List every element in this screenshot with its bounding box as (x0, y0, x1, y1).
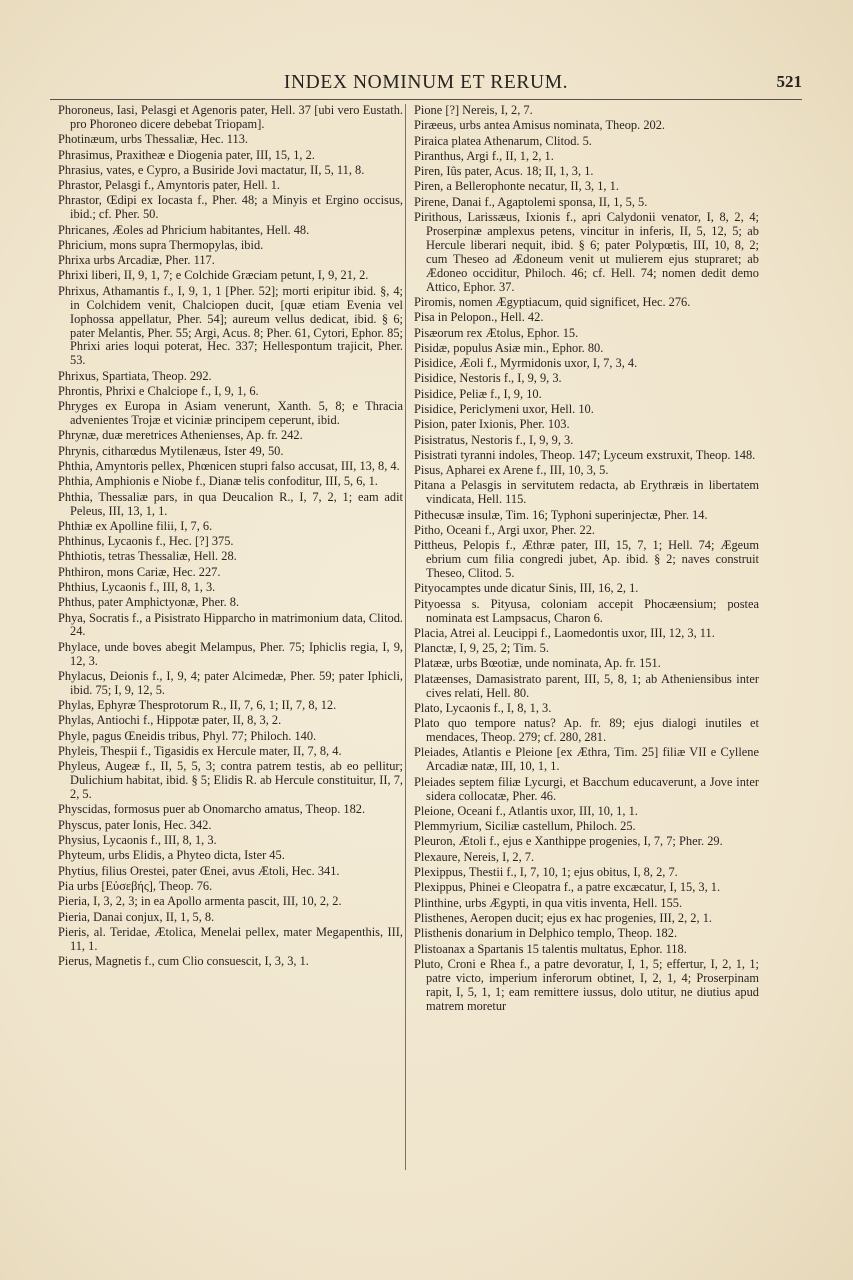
index-entry: Phthinus, Lycaonis f., Hec. [?] 375. (58, 534, 234, 549)
index-entry: Phrontis, Phrixi e Chalciope f., I, 9, 1, 6. (58, 383, 259, 398)
index-entry: Plexippus, Phinei e Cleopatra f., a patre excæcatur, I, 15, 3, 1. (414, 880, 721, 895)
index-entry: Pisidice, Periclymeni uxor, Hell. 10. (414, 401, 594, 416)
index-entry: Pieria, Danai conjux, II, 1, 5, 8. (58, 909, 215, 924)
index-entry: Platææ, urbs Bœotiæ, unde nominata, Ap. fr. 151. (414, 656, 661, 671)
header-rule (50, 99, 802, 100)
right-column (414, 104, 759, 1015)
index-entry: Pitho, Oceani f., Argi uxor, Pher. 22. (414, 522, 595, 537)
index-entry: Phyle, pagus Œneidis tribus, Phyl. 77; Philoch. 140. (58, 728, 317, 743)
index-entry: Phrixa urbs Arcadiæ, Pher. 117. (58, 253, 215, 268)
index-entry: Phrixi liberi, II, 9, 1, 7; e Colchide Græciam petunt, I, 9, 21, 2. (58, 268, 369, 283)
index-entry: Phricium, mons supra Thermopylas, ibid. (58, 237, 264, 252)
index-entry: Phya, Socratis f., a Pisistrato Hipparcho in matrimonium data, Clitod. 24. (58, 610, 403, 639)
index-entry: Pittheus, Pelopis f., Æthræ pater, III, 15, 7, 1; Hell. 74; Ægeum ebrium cum filia congredi jubet, Ap. ibid. § 2; naves construit Theseo, Clitod. 5. (414, 538, 759, 581)
index-entry: Phthiotis, tetras Thessaliæ, Hell. 28. (58, 549, 237, 564)
index-entry: Piranthus, Argi f., II, 1, 2, 1. (414, 148, 554, 163)
index-entry: Piren, a Bellerophonte necatur, II, 3, 1, 1. (414, 179, 619, 194)
column-divider (405, 104, 406, 1170)
running-title: INDEX NOMINUM ET RERUM. (283, 72, 569, 93)
index-entry: Plexaure, Nereis, I, 2, 7. (414, 849, 535, 864)
index-entry: Plemmyrium, Siciliæ castellum, Philoch. 25. (414, 819, 636, 834)
index-entry: Phrixus, Athamantis f., I, 9, 1, 1 [Pher. 52]; morti eripitur ibid. §, 4; in Colchidem venit, Chalciopen ducit, [quæ etiam Evenia vel Iophossa appellatur, Pher. 54]; aureum vellus dedicat, ibid. § 6; pater Melantis, Pher. 55; Argi, Acus. 8; Pher. 61, Cytori, Ephor. 85; Phrixi aries loqui poterat, Hec. 337; Hellespontum trajicit, Pher. 53. (58, 283, 403, 368)
index-entry: Pisidæ, populus Asiæ min., Ephor. 80. (414, 340, 604, 355)
index-entry: Pisus, Apharei ex Arene f., III, 10, 3, 5. (414, 463, 609, 478)
index-entry: Phthia, Amphionis e Niobe f., Dianæ telis confoditur, III, 5, 6, 1. (58, 474, 378, 489)
index-entry: Photinæum, urbs Thessaliæ, Hec. 113. (58, 132, 248, 147)
index-entry: Phthia, Amyntoris pellex, Phœnicen stupri falso accusat, III, 13, 8, 4. (58, 459, 400, 473)
index-entry: Pisidice, Nestoris f., I, 9, 9, 3. (414, 371, 562, 386)
index-entry: Phrastor, Œdipi ex Iocasta f., Pher. 48; a Minyis et Ergino occisus, ibid.; cf. Pher. 50. (58, 193, 403, 222)
index-entry: Phthiron, mons Cariæ, Hec. 227. (58, 564, 221, 579)
index-entry: Plinthine, urbs Ægypti, in qua vitis inventa, Hell. 155. (414, 895, 683, 910)
index-entry: Pityoessa s. Pityusa, coloniam accepit Phocæensium; postea nominata est Lampsacus, Charon 6. (414, 596, 759, 625)
index-entry: Phytius, filius Orestei, pater Œnei, avus Ætoli, Hec. 341. (58, 863, 340, 878)
index-entry: Phthius, Lycaonis f., III, 8, 1, 3. (58, 579, 216, 594)
index-entry: Phyleis, Thespii f., Tigasidis ex Hercule mater, II, 7, 8, 4. (58, 744, 342, 759)
index-entry: Phyteum, urbs Elidis, a Phyteo dicta, Ister 45. (58, 848, 285, 863)
index-entry: Piromis, nomen Ægyptiacum, quid significet, Hec. 276. (414, 294, 691, 309)
index-entry: Pisistratus, Nestoris f., I, 9, 9, 3. (414, 432, 574, 447)
index-entry: Phrynis, citharœdus Mytilenæus, Ister 49, 50. (58, 443, 284, 458)
index-entry: Pleuron, Ætoli f., ejus e Xanthippe progenies, I, 7, 7; Pher. 29. (414, 834, 723, 849)
index-entry: Phthiæ ex Apolline filii, I, 7, 6. (58, 518, 213, 533)
index-entry: Physcus, pater Ionis, Hec. 342. (58, 817, 212, 832)
index-entry: Placia, Atrei al. Leucippi f., Laomedontis uxor, III, 12, 3, 11. (414, 625, 715, 640)
index-entry: Phylas, Ephyræ Thesprotorum R., II, 7, 6, 1; II, 7, 8, 12. (58, 698, 337, 713)
index-entry: Piren, Iûs pater, Acus. 18; II, 1, 3, 1. (414, 164, 594, 179)
index-entry: Phthia, Thessaliæ pars, in qua Deucalion R., I, 7, 2, 1; eam adit Peleus, III, 13, 1, 1. (58, 489, 403, 518)
index-entry: Pleione, Oceani f., Atlantis uxor, III, 10, 1, 1. (414, 803, 638, 818)
index-entry: Phrasius, vates, e Cypro, a Busiride Jovi mactatur, II, 5, 11, 8. (58, 162, 365, 177)
index-entry: Pleiades, Atlantis e Pleione [ex Æthra, Tim. 25] filiæ VII e Cyllene Arcadiæ natæ, III, 10, 1, 1. (414, 745, 759, 774)
index-entry: Pisidice, Æoli f., Myrmidonis uxor, I, 7, 3, 4. (414, 356, 638, 371)
index-entry: Pierus, Magnetis f., cum Clio consuescit, I, 3, 3, 1. (58, 954, 309, 969)
index-entry: Pisidice, Peliæ f., I, 9, 10. (414, 386, 542, 401)
index-entry: Pisistrati tyranni indoles, Theop. 147; Lyceum exstruxit, Theop. 148. (414, 447, 756, 462)
index-entry: Pisa in Pelopon., Hell. 42. (414, 310, 544, 325)
index-entry: Pision, pater Ixionis, Pher. 103. (414, 417, 570, 432)
index-entry: Pisæorum rex Ætolus, Ephor. 15. (414, 325, 579, 340)
index-entry: Phylacus, Deionis f., I, 9, 4; pater Alcimedæ, Pher. 59; pater Iphicli, ibid. 75; I, 9, 12, 5. (58, 668, 403, 697)
index-entry: Pione [?] Nereis, I, 2, 7. (414, 103, 533, 117)
page-header (50, 66, 802, 96)
index-entry: Pitana a Pelasgis in servitutem redacta, ab Erythræis in libertatem vindicata, Hell. 115. (414, 478, 759, 507)
index-entry: Plisthenis donarium in Delphico templo, Theop. 182. (414, 926, 678, 941)
index-entry: Pirene, Danai f., Agaptolemi sponsa, II, 1, 5, 5. (414, 194, 648, 209)
index-entry: Plisthenes, Aeropen ducit; ejus ex hac progenies, III, 2, 2, 1. (414, 910, 712, 925)
index-entry: Piræeus, urbs antea Amisus nominata, Theop. 202. (414, 118, 666, 133)
index-entry: Phoroneus, Iasi, Pelasgi et Agenoris pater, Hell. 37 [ubi vero Eustath. pro Phoroneo dicere debebat Triopam]. (58, 103, 403, 131)
index-entry: Phryges ex Europa in Asiam venerunt, Xanth. 5, 8; e Thracia advenientes Trojæ et viciniæ principem ceperunt, ibid. (58, 399, 403, 428)
index-entry: Phylas, Antiochi f., Hippotæ pater, II, 8, 3, 2. (58, 713, 282, 728)
index-entry: Phrastor, Pelasgi f., Amyntoris pater, Hell. 1. (58, 178, 281, 193)
index-entry: Pirithous, Larissæus, Ixionis f., apri Calydonii venator, I, 8, 2, 4; Proserpinæ amplexus petens, vincitur in inferis, II, 5, 12, 5; ab Hercule liberari nequit, ibid. § 6; pater Polypœtis, III, 10, 8, 2; cum Theseo ad Ædoneum venit ut mulierem ejus stupraret; ab Ædoneo occiditur, Philoch. 46; cf. Hell. 74; nomen dedit demo Attico, Ephor. 37. (414, 210, 759, 294)
index-entry: Pleiades septem filiæ Lycurgi, et Bacchum educaverunt, a Jove inter sidera collocatæ, Pher. 46. (414, 774, 759, 803)
index-entry: Piraica platea Athenarum, Clitod. 5. (414, 133, 592, 148)
index-entry: Planctæ, I, 9, 25, 2; Tim. 5. (414, 641, 549, 656)
index-entry: Pluto, Croni e Rhea f., a patre devoratur, I, 1, 5; effertur, I, 2, 1, 1; patre victo, imperium inferorum obtinet, I, 2, 1, 4; Proserpinam rapit, I, 5, 1, 1; eam remittere iussus, dolo utitur, ne diutius apud matrem moretur (414, 956, 759, 1013)
index-entry: Phrasimus, Praxitheæ e Diogenia pater, III, 15, 1, 2. (58, 147, 315, 162)
index-entry: Plexippus, Thestii f., I, 7, 10, 1; ejus obitus, I, 8, 2, 7. (414, 865, 678, 880)
index-entry: Plato quo tempore natus? Ap. fr. 89; ejus dialogi inutiles et mendaces, Theop. 279; cf. 280, 281. (414, 716, 759, 745)
index-entry: Plato, Lycaonis f., I, 8, 1, 3. (414, 700, 552, 715)
index-entry: Pia urbs [Εὐσεβής], Theop. 76. (58, 878, 213, 893)
index-entry: Platæenses, Damasistrato parent, III, 5, 8, 1; ab Atheniensibus inter cives relati, Hell. 80. (414, 671, 759, 700)
index-entry: Phricanes, Æoles ad Phricium habitantes, Hell. 48. (58, 222, 310, 237)
index-entry: Phrynæ, duæ meretrices Athenienses, Ap. fr. 242. (58, 428, 303, 443)
index-entry: Physcidas, formosus puer ab Onomarcho amatus, Theop. 182. (58, 802, 366, 817)
index-entry: Pieria, I, 3, 2, 3; in ea Apollo armenta pascit, III, 10, 2, 2. (58, 894, 342, 909)
index-entry: Physius, Lycaonis f., III, 8, 1, 3. (58, 833, 217, 848)
index-entry: Phylace, unde boves abegit Melampus, Pher. 75; Iphiclis regia, I, 9, 12, 3. (58, 639, 403, 668)
index-entry: Pieris, al. Teridae, Ætolica, Menelai pellex, mater Megapenthis, III, 11, 1. (58, 924, 403, 953)
index-entry: Pithecusæ insulæ, Tim. 16; Typhoni superinjectæ, Pher. 14. (414, 507, 708, 522)
index-entry: Pityocamptes unde dicatur Sinis, III, 16, 2, 1. (414, 581, 639, 596)
index-entry: Phrixus, Spartiata, Theop. 292. (58, 368, 212, 383)
index-entry: Plistoanax a Spartanis 15 talentis multatus, Ephor. 118. (414, 941, 687, 956)
index-entry: Phthus, pater Amphictyonæ, Pher. 8. (58, 595, 240, 610)
index-entry: Phyleus, Augeæ f., II, 5, 5, 3; contra patrem testis, ab eo pellitur; Dulichium habitat, ibid. § 5; Elidis R. ab Hercule constituitur, II, 7, 2, 5. (58, 759, 403, 802)
page-number: 521 (776, 72, 802, 91)
left-column (58, 104, 403, 970)
